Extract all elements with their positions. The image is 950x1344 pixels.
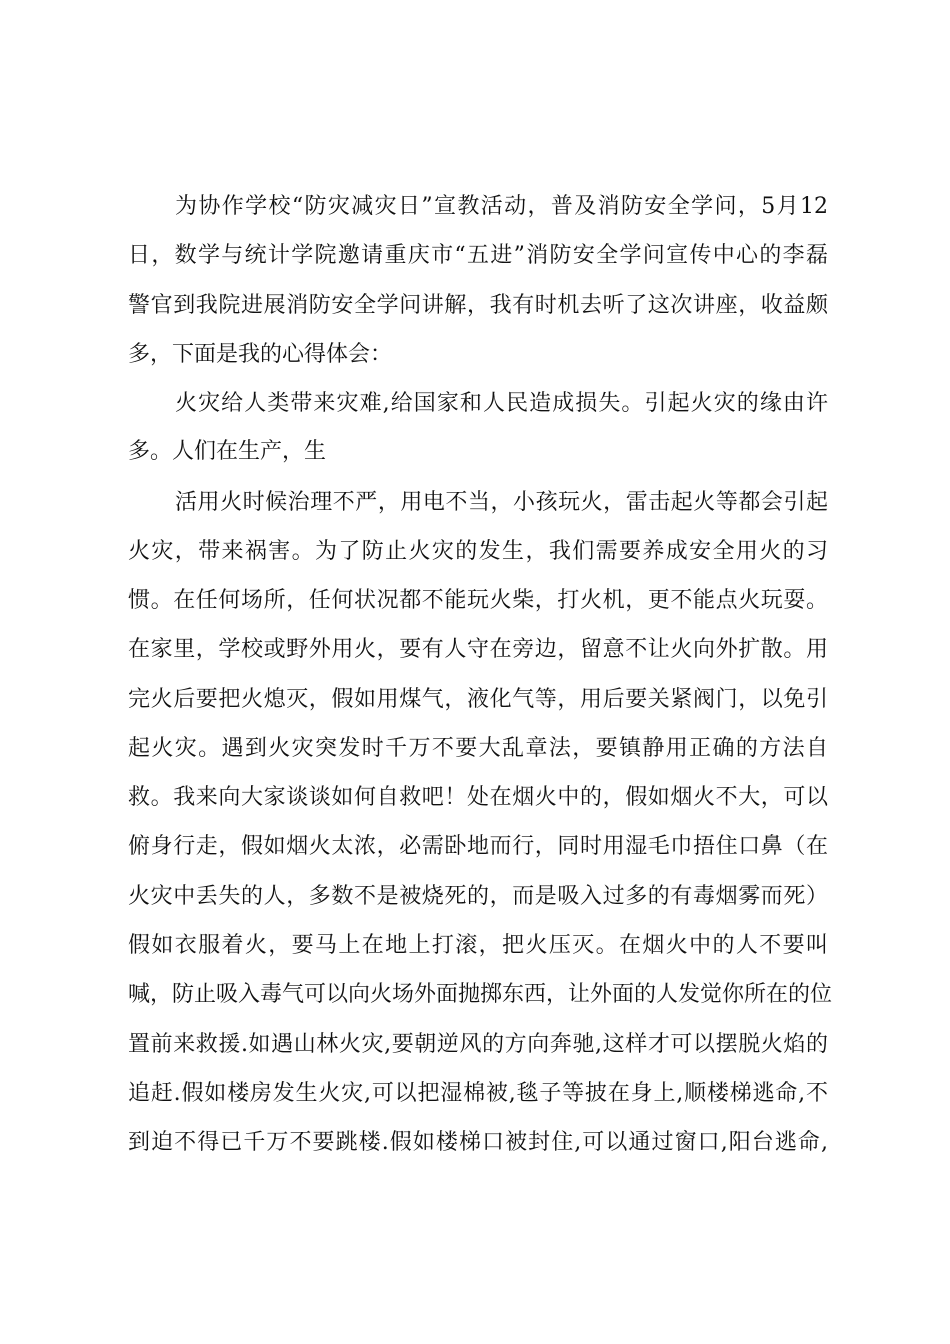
paragraph-2-line-2: 多。人们在生产，生 (128, 439, 327, 464)
paragraph-3-line-6: 起火灾。遇到火灾突发时千万不要大乱章法，要镇静用正确的方法自 (128, 736, 828, 761)
paragraph-1-line-4: 多，下面是我的心得体会： (128, 342, 393, 367)
paragraph-3-line-2: 火灾，带来祸害。为了防止火灾的发生，我们需要养成安全用火的习 (128, 539, 828, 564)
paragraph-3-line-1: 活用火时候治理不严，用电不当，小孩玩火，雷击起火等都会引起 (175, 490, 828, 515)
paragraph-3-line-11: 喊，防止吸入毒气可以向火场外面抛掷东西，让外面的人发觉你所在的位 (128, 982, 833, 1007)
paragraph-1-line-1: 为协作学校“防灾减灾日”宣教活动，普及消防安全学问，5月12 (175, 194, 828, 219)
paragraph-3-line-14: 到迫不得已千万不要跳楼.假如楼梯口被封住,可以通过窗口,阳台逃命, (128, 1130, 828, 1155)
paragraph-3-line-9: 火灾中丢失的人，多数不是被烧死的，而是吸入过多的有毒烟雾而死） (128, 884, 828, 909)
paragraph-3-line-12: 置前来救援.如遇山林火灾,要朝逆风的方向奔驰,这样才可以摆脱火焰的 (128, 1032, 828, 1057)
paragraph-3-line-13: 追赶.假如楼房发生火灾,可以把湿棉被,毯子等披在身上,顺楼梯逃命,不 (128, 1081, 828, 1106)
paragraph-3-line-3: 惯。在任何场所，任何状况都不能玩火柴，打火机，更不能点火玩耍。 (128, 588, 828, 613)
paragraph-3-line-4: 在家里，学校或野外用火，要有人守在旁边，留意不让火向外扩散。用 (128, 637, 828, 662)
paragraph-3-line-8: 俯身行走，假如烟火太浓，必需卧地而行，同时用湿毛巾捂住口鼻（在 (128, 834, 828, 859)
paragraph-2-line-1: 火灾给人类带来灾难,给国家和人民造成损失。引起火灾的缘由许 (175, 391, 828, 416)
paragraph-3-line-5: 完火后要把火熄灭，假如用煤气，液化气等，用后要关紧阀门，以免引 (128, 687, 828, 712)
paragraph-1-line-3: 警官到我院进展消防安全学问讲解，我有时机去听了这次讲座，收益颇 (128, 293, 828, 318)
paragraph-3-line-10: 假如衣服着火，要马上在地上打滚，把火压灭。在烟火中的人不要叫 (128, 933, 828, 958)
paragraph-3-line-7: 救。我来向大家谈谈如何自救吧！处在烟火中的，假如烟火不大，可以 (128, 785, 828, 810)
paragraph-1-line-2: 日，数学与统计学院邀请重庆市“五进”消防安全学问宣传中心的李磊 (128, 243, 828, 268)
